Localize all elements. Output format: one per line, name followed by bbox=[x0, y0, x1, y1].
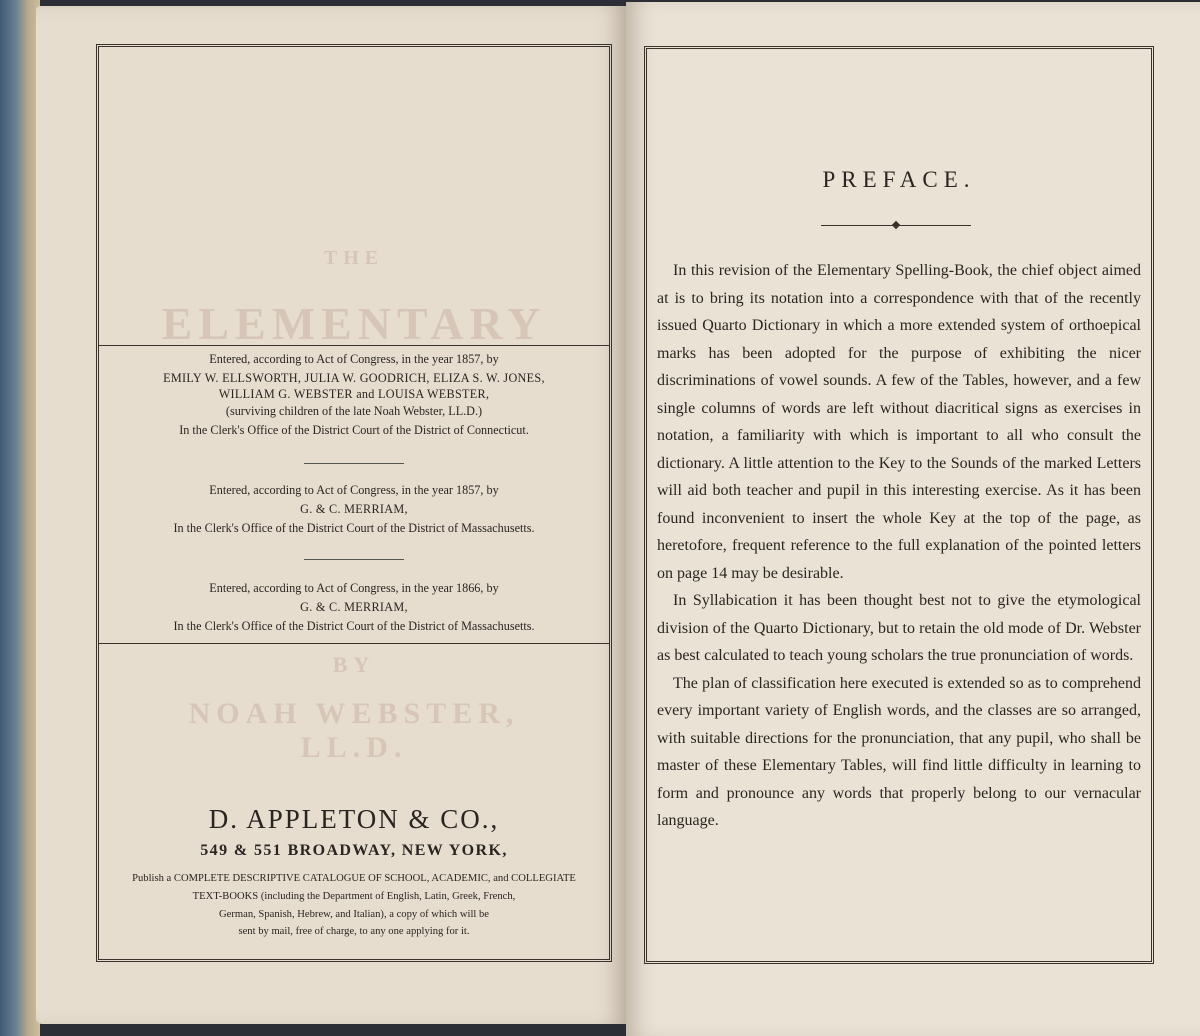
publisher-block bbox=[99, 802, 609, 941]
publisher-description-line-2: TEXT-BOOKS (including the Department of English, Latin, Greek, French, bbox=[192, 890, 516, 902]
publisher-description-line-1: Publish a COMPLETE DESCRIPTIVE CATALOGUE OF SCHOOL, ACADEMIC, and COLLEGIATE bbox=[132, 873, 576, 884]
left-page-frame bbox=[96, 44, 612, 962]
section-rule-top bbox=[99, 345, 609, 346]
right-page bbox=[626, 2, 1200, 1036]
preface-body bbox=[657, 257, 1141, 835]
bleed-through-elementary: ELEMENTARY bbox=[161, 298, 547, 349]
copyright-3-line-3: In the Clerk's Office of the District Court of the District of Massachusetts. bbox=[173, 619, 535, 633]
divider-1 bbox=[304, 463, 404, 464]
copyright-3-line-1: Entered, according to Act of Congress, in the year 1866, by bbox=[209, 581, 499, 595]
preface-paragraph-2: In Syllabication it has been thought best not to give the etymological division of the Quarto Dictionary, but to retain the old mode of Dr. Webster as best calculated to teach young scholars the true pronunciation of words. bbox=[657, 592, 1141, 664]
right-page-frame bbox=[644, 46, 1154, 964]
left-page bbox=[36, 6, 626, 1024]
bleed-through-by: BY bbox=[332, 652, 376, 677]
section-rule-bottom bbox=[99, 643, 609, 644]
preface-paragraph-3: The plan of classification here executed is extended so as to comprehend every important variety of English words, and the classes are so arranged, with suitable directions for the pronunciation, that any pupil, who shall be master of these Elementary Tables, will find little difficulty in learning to form and pronounce any words that properly belong to our vernacular language. bbox=[657, 674, 1141, 829]
bleed-through-author: NOAH WEBSTER, LL.D. bbox=[188, 697, 520, 764]
copyright-notice-3 bbox=[99, 579, 609, 636]
copyright-1-line-4: (surviving children of the late Noah Webster, LL.D.) bbox=[225, 404, 483, 418]
publisher-description-line-3: German, Spanish, Hebrew, and Italian), a copy of which will be bbox=[219, 908, 489, 920]
copyright-3-line-2: G. & C. MERRIAM, bbox=[300, 600, 408, 614]
copyright-1-line-2: EMILY W. ELLSWORTH, JULIA W. GOODRICH, ELIZA S. W. JONES, bbox=[163, 371, 545, 385]
copyright-1-line-5: In the Clerk's Office of the District Court of the District of Connecticut. bbox=[179, 423, 529, 437]
page-title: PREFACE. bbox=[822, 167, 976, 192]
bleed-through-the: THE bbox=[323, 247, 385, 269]
publisher-description-line-4: sent by mail, free of charge, to any one applying for it. bbox=[238, 926, 470, 938]
title-ornament bbox=[892, 221, 900, 229]
publisher-name: D. APPLETON & CO., bbox=[208, 804, 500, 834]
divider-2 bbox=[304, 559, 404, 560]
copyright-1-line-3: WILLIAM G. WEBSTER and LOUISA WEBSTER, bbox=[218, 387, 490, 401]
preface-paragraph-1: In this revision of the Elementary Spelling-Book, the chief object aimed at is to bring its notation into a correspondence with that of the recently issued Quarto Dictionary in which a more extended system of orthoepical marks has been adopted for the purpose of exhibiting the nicer discriminations of vowel sounds. A few of the Tables, however, and a few single columns of words are left without diacritical signs as exercises in notation, a familiarity with which is important to all who consult the dictionary. A little attention to the Key to the Sounds of the marked Letters will aid both teacher and pupil in this interesting exercise. As it has been found inconvenient to insert the whole Key at the top of the page, as heretofore, frequent reference to the full explanation of the pointed letters on page 14 may be desirable. bbox=[657, 262, 1141, 582]
copyright-notice-2 bbox=[99, 481, 609, 538]
publisher-address: 549 & 551 BROADWAY, NEW YORK, bbox=[200, 842, 508, 859]
copyright-2-line-1: Entered, according to Act of Congress, in the year 1857, by bbox=[209, 483, 499, 497]
copyright-2-line-3: In the Clerk's Office of the District Court of the District of Massachusetts. bbox=[173, 521, 535, 535]
publisher-description bbox=[99, 870, 609, 941]
book-cover-edge bbox=[0, 0, 40, 1036]
copyright-1-line-1: Entered, according to Act of Congress, in the year 1857, by bbox=[209, 352, 499, 366]
copyright-2-line-2: G. & C. MERRIAM, bbox=[300, 502, 408, 516]
copyright-notice-1 bbox=[99, 350, 609, 440]
